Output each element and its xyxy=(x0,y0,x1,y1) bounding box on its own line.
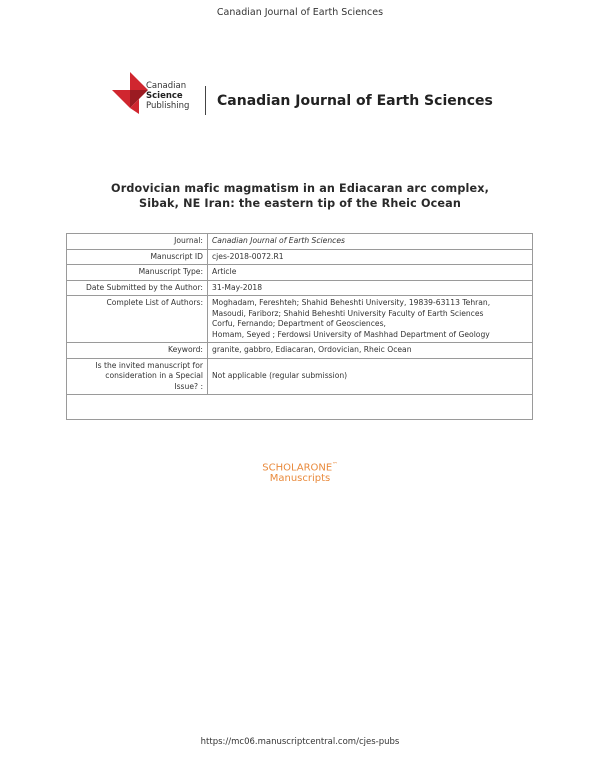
manuscript-id-value: cjes-2018-0072.R1 xyxy=(208,249,533,265)
keyword-label: Keyword: xyxy=(67,343,208,359)
manuscript-info-table xyxy=(66,233,533,420)
scholarone-logo xyxy=(0,460,600,484)
author-line: Moghadam, Fereshteh; Shahid Beheshti University, 19839-63113 Tehran, xyxy=(212,298,491,307)
table-row xyxy=(67,280,533,296)
csp-logo-icon xyxy=(112,72,148,114)
special-issue-label xyxy=(67,358,208,395)
table-row xyxy=(67,343,533,359)
trademark-symbol: ™ xyxy=(332,462,338,468)
table-row xyxy=(67,395,533,420)
article-title-line-2: Sibak, NE Iran: the eastern tip of the Rheic Ocean xyxy=(138,197,461,210)
logo-divider xyxy=(205,86,206,115)
author-line: Homam, Seyed ; Ferdowsi University of Mashhad Department of Geology xyxy=(212,329,490,339)
publisher-logo xyxy=(112,72,493,118)
table-row xyxy=(67,296,533,343)
journal-value: Canadian Journal of Earth Sciences xyxy=(208,234,533,250)
table-row xyxy=(67,249,533,265)
blank-cell xyxy=(67,395,533,420)
publisher-line-1: Canadian xyxy=(146,81,187,91)
journal-title: Canadian Journal of Earth Sciences xyxy=(217,93,493,109)
table-row xyxy=(67,358,533,395)
running-head: Canadian Journal of Earth Sciences xyxy=(216,7,384,18)
scholarone-brand: SCHOLARONE xyxy=(262,462,333,474)
journal-label: Journal: xyxy=(67,234,208,250)
manuscript-id-label: Manuscript ID xyxy=(67,249,208,265)
manuscript-type-label: Manuscript Type: xyxy=(67,265,208,281)
scholarone-brand-line xyxy=(0,460,600,473)
keyword-value: granite, gabbro, Ediacaran, Ordovician, Rheic Ocean xyxy=(208,343,533,359)
manuscript-type-value: Article xyxy=(208,265,533,281)
authors-label: Complete List of Authors: xyxy=(67,296,208,343)
date-submitted-value: 31-May-2018 xyxy=(208,280,533,296)
publisher-line-3: Publishing xyxy=(146,101,190,111)
article-title-line-1: Ordovician mafic magmatism in an Ediacaran arc complex, xyxy=(111,182,489,195)
article-title xyxy=(0,181,600,211)
scholarone-product: Manuscripts xyxy=(269,473,331,485)
author-line: Corfu, Fernando; Department of Geosciences, xyxy=(212,319,386,328)
special-issue-label-line: consideration in a Special xyxy=(105,371,203,380)
table-row xyxy=(67,265,533,281)
special-issue-value xyxy=(208,358,533,395)
publisher-name xyxy=(146,81,189,111)
publisher-line-2: Science xyxy=(146,91,183,101)
date-submitted-label: Date Submitted by the Author: xyxy=(67,280,208,296)
table-row xyxy=(67,234,533,250)
author-line: Masoudi, Fariborz; Shahid Beheshti University Faculty of Earth Sciences xyxy=(212,308,484,318)
special-issue-label-line: Issue? : xyxy=(174,381,203,391)
authors-value xyxy=(208,296,533,343)
special-issue-value-text: Not applicable (regular submission) xyxy=(212,370,348,380)
special-issue-label-line: Is the invited manuscript for xyxy=(95,360,203,370)
footer-url[interactable]: https://mc06.manuscriptcentral.com/cjes-pubs xyxy=(200,737,400,747)
